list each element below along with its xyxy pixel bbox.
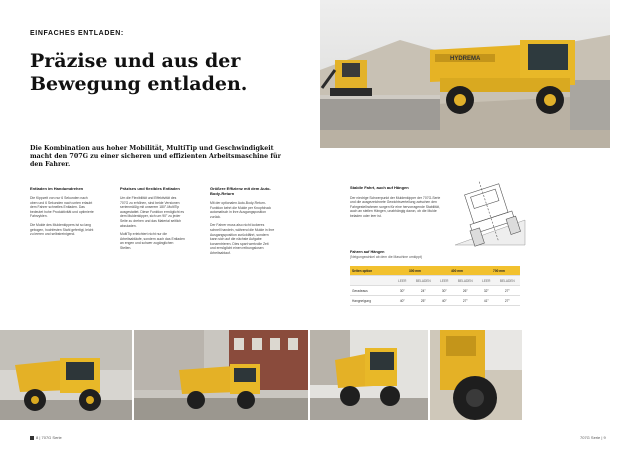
slope-diagram — [450, 180, 530, 250]
table-title: Fahren auf Hängen — [350, 250, 385, 254]
table-cell: 27° — [495, 286, 520, 296]
bottom-photo-4 — [430, 330, 522, 420]
table-cell: 41° — [478, 296, 495, 306]
table-subheader-cell: BELADEN — [453, 276, 478, 286]
table-header-row — [350, 266, 520, 276]
slope-table — [350, 266, 520, 306]
dumper-logo: HYDREMA — [450, 56, 481, 62]
table-row-label: Geradeaus — [350, 286, 394, 296]
table-cell: 26° — [453, 286, 478, 296]
column-heading: Größere Effizienz mit dem Auto-Body-Return — [210, 186, 271, 196]
page-number-left: 8 — [36, 435, 39, 440]
page-marker-icon — [30, 436, 34, 440]
column-paragraph: Mit der optionalen Auto-Body-Return-Funktion kehrt die Mulde per Knopfdruck automatisch in ihre Ausgangsposition zurück. — [210, 201, 272, 219]
column-paragraph: Die Mulde des Muldenkippers ist so lang gebogen, hochfesten Stahl gefertigt, leicht zu leeren und selbstreinigend. — [30, 222, 94, 237]
stability-heading: Stabile Fahrt, auch auf Hängen — [350, 185, 409, 190]
table-subheader-cell: LEER — [394, 276, 411, 286]
table-header-cell: Seiten option — [350, 266, 394, 276]
table-subheader-cell: BELADEN — [495, 276, 520, 286]
table-cell: 32° — [478, 286, 495, 296]
lead-paragraph: Die Kombination aus hoher Mobilität, MultiTip und Geschwindigkeit macht den 707G zu einer sicheren und effizienten Arbeitsmaschine für den Fahrer. — [30, 145, 281, 168]
column-heading: Entladen im Handumdrehen — [30, 186, 84, 191]
text-column-2 — [120, 186, 185, 255]
table-subtitle: (Neigungswinkel ab dem die Maschine umkippt) — [350, 255, 422, 259]
table-cell: 27° — [453, 296, 478, 306]
table-cell: 40° — [394, 296, 411, 306]
table-subheader-row — [350, 276, 520, 286]
footer-series-left: 707G Serie — [41, 435, 62, 440]
column-paragraph: Die Kippzeit von nur 6 Sekunden nach oben und 6 Sekunden nach unten erlaubt dem Fahrer schnelles Entladen. Das bedeutet hohe Produktivität und optimierte Fahrzyklen. — [30, 196, 94, 219]
stability-text: Der niedrige Schwerpunkt der Muldenkipper der 707G-Serie und die ausgezeichnete Gewichtsverteilung zwischen den Fahrgestellrahmen sorgen für eine hervorragende Stabilität, auch an steilen Hängen, unabhängig davon, ob die Mulde beladen oder leer ist. — [350, 195, 441, 218]
footer-right: 707G Serie | 9 — [580, 435, 606, 440]
table-row — [350, 286, 520, 296]
bottom-photo-2 — [134, 330, 308, 420]
table-subheader-cell: BELADEN — [411, 276, 436, 286]
table-cell: 30° — [394, 286, 411, 296]
column-paragraph: Der Fahrer muss also nicht lockeres schnell handeln, während die Mulde in ihre Ausgangsposition zurückfährt, sondern kann sich auf die nächste Aufgabe konzentrieren. Dies spart wertvolle Zeit und ermöglicht einen reibungslosen Arbeitsablauf. — [210, 223, 275, 255]
hero-photo-dumper — [320, 0, 610, 148]
table-subheader-cell — [350, 276, 394, 286]
table-subheader-cell: LEER — [478, 276, 495, 286]
stability-section — [350, 186, 442, 219]
table-cell: 30° — [436, 286, 453, 296]
text-column-3 — [210, 186, 275, 260]
headline-line-1: Präzise und aus der — [30, 50, 241, 72]
headline-line-2: Bewegung entladen. — [30, 73, 248, 95]
footer-series-right: 707G Serie — [580, 435, 601, 440]
text-column-1 — [30, 186, 95, 241]
page-headline — [30, 50, 310, 96]
page-number-right: 9 — [603, 435, 606, 440]
footer-left: 8 | 707G Serie — [30, 435, 62, 440]
table-header-cell: 300 mm — [394, 266, 436, 276]
table-row — [350, 296, 520, 306]
table-cell: 24° — [411, 286, 436, 296]
column-heading: Präzises und flexibles Entladen — [120, 186, 180, 191]
table-subheader-cell: LEER — [436, 276, 453, 286]
table-row-label: Hangneigung — [350, 296, 394, 306]
column-paragraph: Um die Flexibilität und Effektivität des 707G zu erhöhen, sind beide Versionen serienmäßig mit unserem 180°-MultiTip ausgestattet. Diese Funktion ermöglicht es dem Muldenkipper, sich um 90° zu jeder Seite zu drehen und das Material seitlich abzuladen. — [120, 196, 185, 228]
table-header-cell: 400 mm — [436, 266, 478, 276]
column-paragraph: MultiTip erleichtert nicht nur die Arbeitsabläufe, sondern auch das Entladen an engen und schwer zugänglichen Stellen. — [120, 232, 185, 250]
table-cell: 25° — [411, 296, 436, 306]
table-cell: 40° — [436, 296, 453, 306]
table-cell: 27° — [495, 296, 520, 306]
section-kicker: EINFACHES ENTLADEN: — [30, 30, 124, 37]
bottom-photo-3 — [310, 330, 428, 420]
bottom-photo-1 — [0, 330, 132, 420]
table-header-cell: 700 mm — [478, 266, 520, 276]
